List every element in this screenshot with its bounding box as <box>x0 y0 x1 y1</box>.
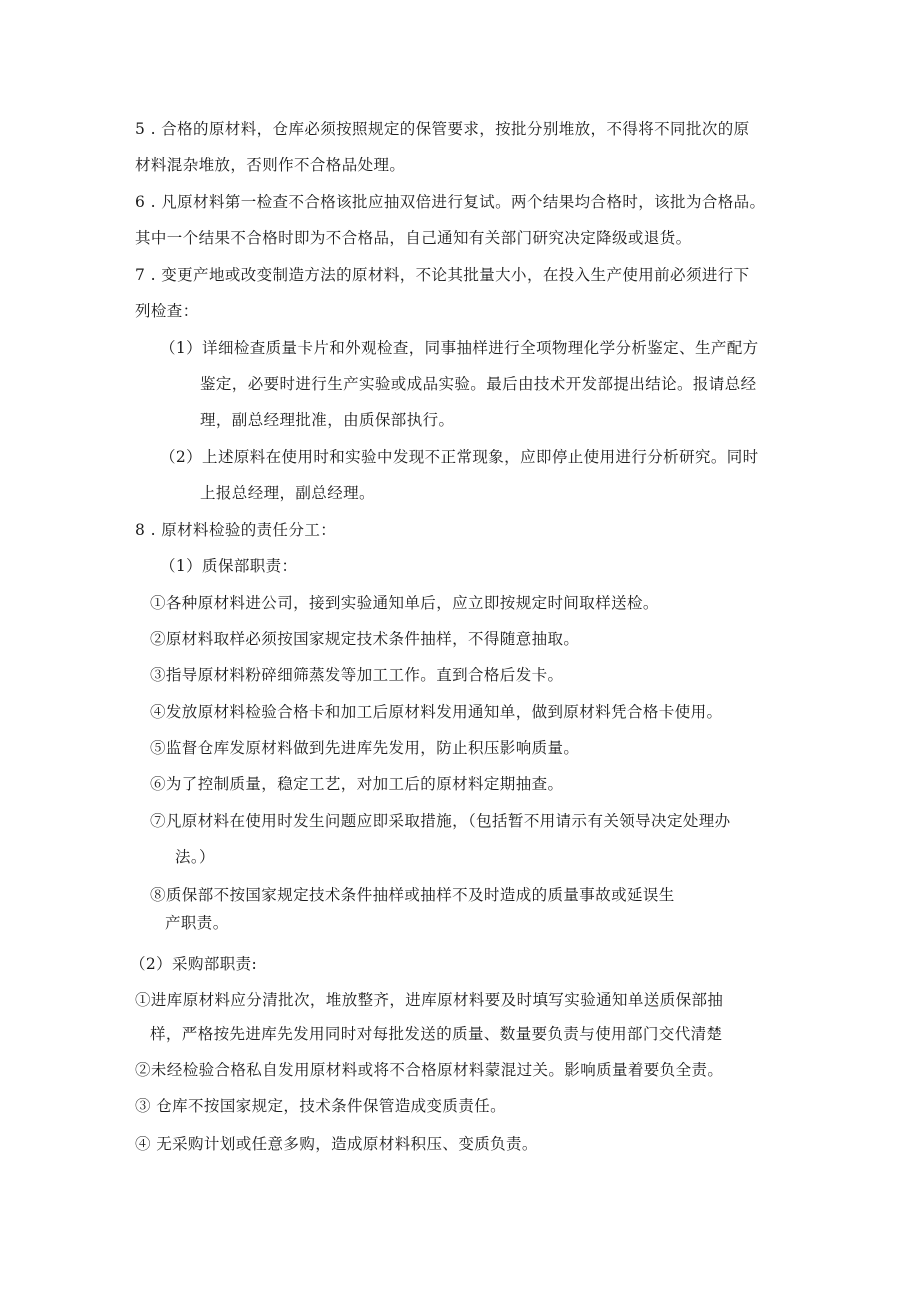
item-8-1-h-line-2: 产职责。 <box>165 914 229 932</box>
item-6-line-1: 6 . 凡原材料第一检查不合格该批应抽双倍进行复试。两个结果均合格时，该批为合格品。 <box>135 193 766 211</box>
item-8-2-a-line-2: 样，严格按先进库先发用同时对每批发送的质量、数量要负责与使用部门交代清楚 <box>150 1025 723 1043</box>
item-8-2-d: ④ 无采购计划或任意多购，造成原材料积压、变质负责。 <box>135 1135 538 1153</box>
item-8-1-c: ③指导原材料粉碎细筛蒸发等加工工作。直到合格后发卡。 <box>150 666 564 684</box>
item-6-line-2: 其中一个结果不合格时即为不合格品，自己通知有关部门研究决定降级或退货。 <box>135 229 692 247</box>
item-8-1-h-line-1: ⑧质保部不按国家规定技术条件抽样或抽样不及时造成的质量事故或延误生 <box>150 886 675 904</box>
item-8-1-g-line-2: 法。） <box>175 848 215 866</box>
item-8-1-a: ①各种原材料进公司，接到实验通知单后，应立即按规定时间取样送检。 <box>150 594 659 612</box>
item-7-2-line-1: （2）上述原料在使用时和实验中发现不正常现象，应即停止使用进行分析研究。同时 <box>160 448 759 466</box>
item-7-1-line-1: （1）详细检查质量卡片和外观检查，同事抽样进行全项物理化学分析鉴定、生产配方 <box>160 339 759 357</box>
item-8-2-heading: （2）采购部职责: <box>130 955 258 973</box>
item-8-1-g-line-1: ⑦凡原材料在使用时发生问题应即采取措施，（包括暂不用请示有关领导决定处理办 <box>150 812 731 830</box>
item-7-line-2: 列检查： <box>135 302 199 320</box>
item-8-1-e: ⑤监督仓库发原材料做到先进库先发用，防止积压影响质量。 <box>150 739 580 757</box>
item-8-1-b: ②原材料取样必须按国家规定技术条件抽样，不得随意抽取。 <box>150 630 580 648</box>
item-7-line-1: 7 . 变更产地或改变制造方法的原材料，不论其批量大小，在投入生产使用前必须进行下 <box>135 266 750 284</box>
item-8-1-heading: （1）质保部职责： <box>160 557 298 575</box>
item-8-2-b: ②未经检验合格私自发用原材料或将不合格原材料蒙混过关。影响质量着要负全责。 <box>135 1061 724 1079</box>
item-7-1-line-2: 鉴定，必要时进行生产实验或成品实验。最后由技术开发部提出结论。报请总经 <box>200 375 757 393</box>
item-8-line-1: 8 . 原材料检验的责任分工： <box>135 521 337 539</box>
item-7-1-line-3: 理，副总经理批准，由质保部执行。 <box>200 411 455 429</box>
item-5-line-1: 5 . 合格的原材料，仓库必须按照规定的保管要求，按批分别堆放，不得将不同批次的原 <box>135 120 750 138</box>
item-8-1-d: ④发放原材料检验合格卡和加工后原材料发用通知单，做到原材料凭合格卡使用。 <box>150 703 723 721</box>
item-5-line-2: 材料混杂堆放，否则作不合格品处理。 <box>135 156 406 174</box>
item-8-2-c: ③ 仓库不按国家规定，技术条件保管造成变质责任。 <box>135 1097 507 1115</box>
item-7-2-line-2: 上报总经理，副总经理。 <box>200 484 375 502</box>
item-8-2-a-line-1: ①进库原材料应分清批次，堆放整齐，进库原材料要及时填写实验通知单送质保部抽 <box>135 991 724 1009</box>
item-8-1-f: ⑥为了控制质量，稳定工艺，对加工后的原材料定期抽查。 <box>150 775 564 793</box>
